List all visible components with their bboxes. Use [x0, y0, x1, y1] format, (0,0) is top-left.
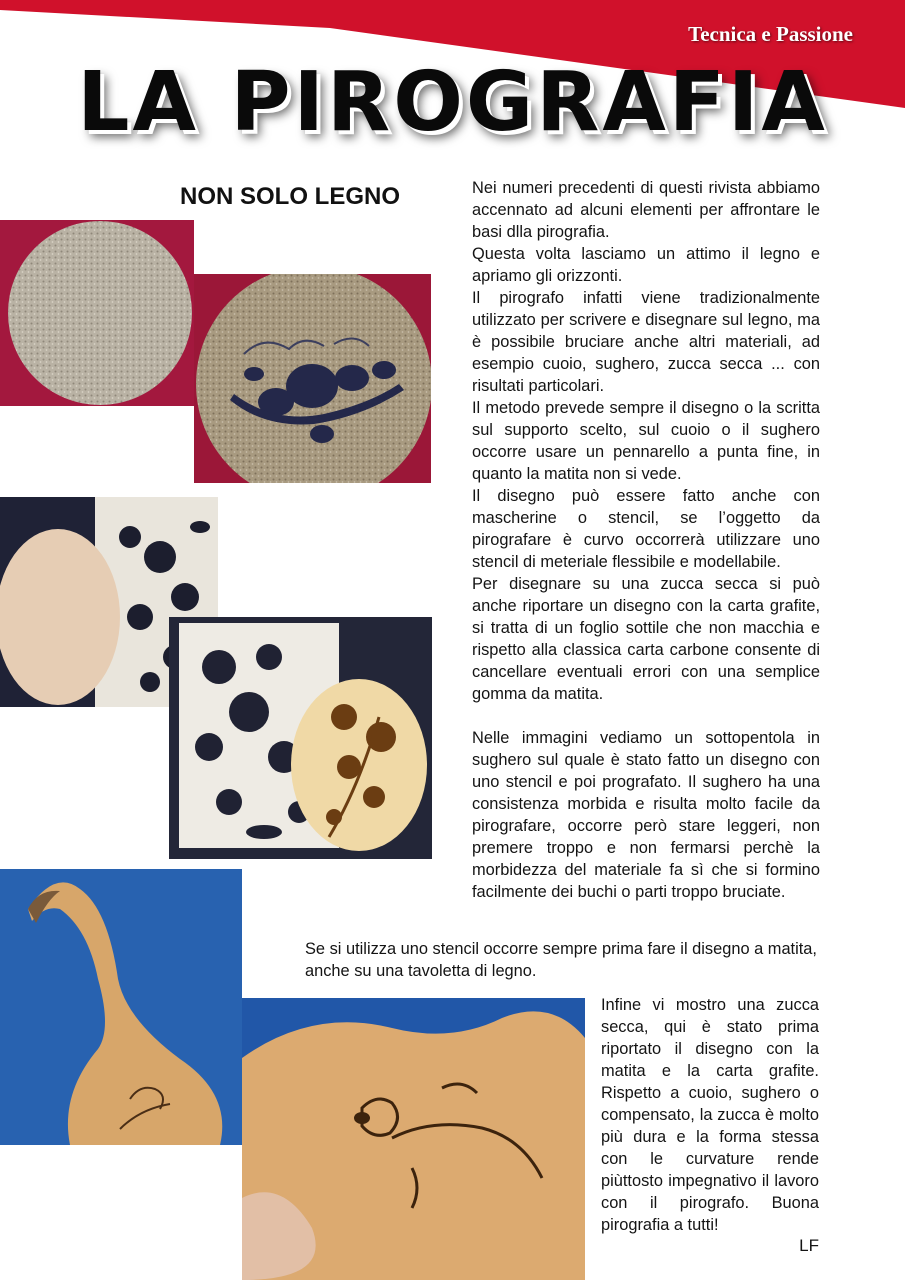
paragraph: Il metodo prevede sempre il disegno o la scritta sul supporto scelto, sul cuoio o il sughero occorre usare un pennarello a punta fine, in quanto la matita non si vede. [472, 399, 820, 483]
paragraph: Il pirografo infatti viene tradizionalmente utilizzato per scrivere e disegnare sul legno, ma è possibile bruciare anche altri materiali, ad esempio cuoio, sughero, zucca secca ... con risultati particolari. [472, 289, 820, 395]
photo-gourd-standing [0, 869, 242, 1145]
article-column-main [472, 177, 820, 903]
article-subtitle: NON SOLO LEGNO [180, 183, 401, 210]
paragraph: Nei numeri precedenti di questi rivista abbiamo accennato ad alcuni elementi per affrontare le basi dlla pirografia. [472, 179, 820, 241]
author-signature: LF [799, 1236, 819, 1255]
photo-plain-cork-coaster [0, 220, 194, 406]
article-wide-paragraph [305, 938, 821, 982]
photo-gourd-in-hand [242, 998, 585, 1280]
paragraph: Se si utilizza uno stencil occorre sempre prima fare il disegno a matita, anche su una tavoletta di legno. [305, 940, 817, 980]
paragraph: Questa volta lasciamo un attimo il legno e apriamo gli orizzonti. [472, 245, 820, 285]
article-column-bottom [601, 994, 819, 1236]
section-label: Tecnica e Passione [688, 22, 853, 46]
paragraph: Il disegno può essere fatto anche con mascherine o stencil, se l’oggetto da pirografare è curvo occorrerà utilizzare uno stencil di meteriale flessibile e modellabile. [472, 487, 820, 571]
photo-burned-cork-coaster [194, 274, 431, 483]
page-title: LA PIROGRAFIA [77, 55, 828, 150]
paragraph: Per disegnare su una zucca secca si può anche riportare un disegno con la carta grafite, si tratta di un foglio sottile che non macchia e rispetto alla classica carta carbone consente di cancellare eventuali errori con una semplice gomma da matita. [472, 575, 820, 703]
paragraph: Infine vi mostro una zucca secca, qui è stato prima riportato il disegno con la matita e la carta grafite. Rispetto a cuoio, sughero o compensato, la zucca è molto più dura e la forma stessa con le curvature rende piùttosto impegnativo il lavoro con il pirografo. Buona pirografia a tutti! [601, 996, 819, 1234]
paragraph: Nelle immagini vediamo un sottopentola in sughero sul quale è stato fatto un disegno con uno stencil e poi prografato. Il sughero ha una consistenza morbida e risulta molto facile da pirografare, occorre però stare leggeri, non premere troppo e non fermarsi perchè la morbidezza del materiale fa sì che si formino facilmente dei buchi o parti troppo bruciate. [472, 729, 820, 901]
photo-stencil-and-burned-oval [169, 617, 432, 859]
